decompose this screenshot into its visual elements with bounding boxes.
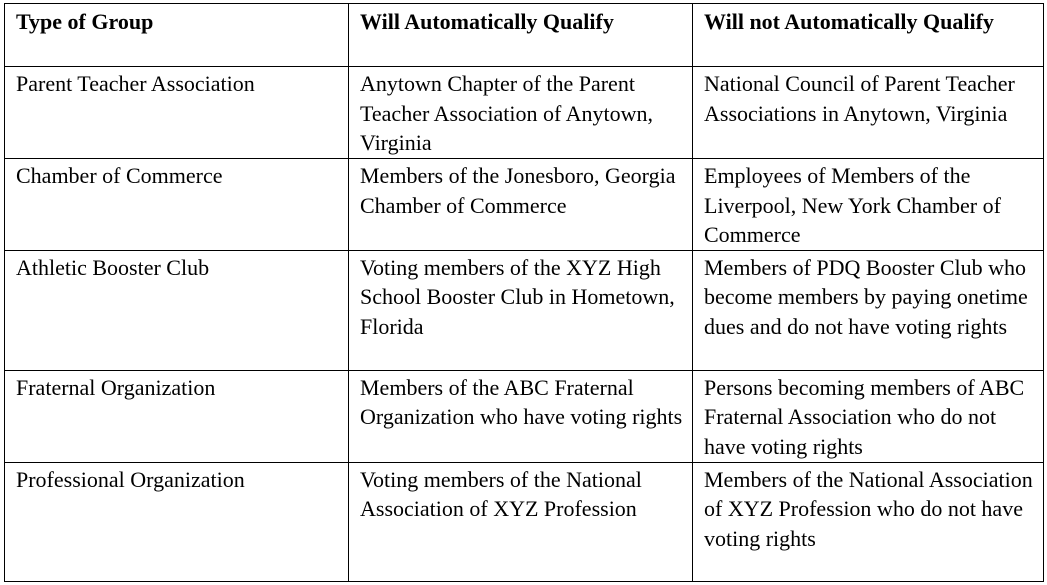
cell-will-qualify: Members of the Jonesboro, Georgia Chamber of Commerce xyxy=(349,159,693,251)
header-type-of-group: Type of Group xyxy=(5,4,349,67)
cell-will-qualify: Members of the ABC Fraternal Organization who have voting rights xyxy=(349,370,693,462)
table-row xyxy=(5,250,1044,370)
header-will-qualify: Will Automatically Qualify xyxy=(349,4,693,67)
cell-will-not-qualify: Members of PDQ Booster Club who become members by paying onetime dues and do not have voting rights xyxy=(693,250,1044,370)
cell-group-type: Chamber of Commerce xyxy=(5,159,349,251)
cell-will-not-qualify: Employees of Members of the Liverpool, New York Chamber of Commerce xyxy=(693,159,1044,251)
cell-will-qualify: Voting members of the XYZ High School Booster Club in Hometown, Florida xyxy=(349,250,693,370)
cell-group-type: Parent Teacher Association xyxy=(5,67,349,159)
cell-will-not-qualify: Persons becoming members of ABC Fraternal Association who do not have voting rights xyxy=(693,370,1044,462)
table-header-row xyxy=(5,4,1044,67)
cell-group-type: Athletic Booster Club xyxy=(5,250,349,370)
cell-will-not-qualify: National Council of Parent Teacher Associations in Anytown, Virginia xyxy=(693,67,1044,159)
cell-group-type: Fraternal Organization xyxy=(5,370,349,462)
table-row xyxy=(5,67,1044,159)
table-row xyxy=(5,462,1044,581)
table-row xyxy=(5,159,1044,251)
table-row xyxy=(5,370,1044,462)
header-will-not-qualify: Will not Automatically Qualify xyxy=(693,4,1044,67)
qualification-table xyxy=(4,3,1044,582)
cell-will-not-qualify: Members of the National Association of XYZ Profession who do not have voting rights xyxy=(693,462,1044,581)
cell-group-type: Professional Organization xyxy=(5,462,349,581)
cell-will-qualify: Voting members of the National Association of XYZ Profession xyxy=(349,462,693,581)
cell-will-qualify: Anytown Chapter of the Parent Teacher Association of Anytown, Virginia xyxy=(349,67,693,159)
